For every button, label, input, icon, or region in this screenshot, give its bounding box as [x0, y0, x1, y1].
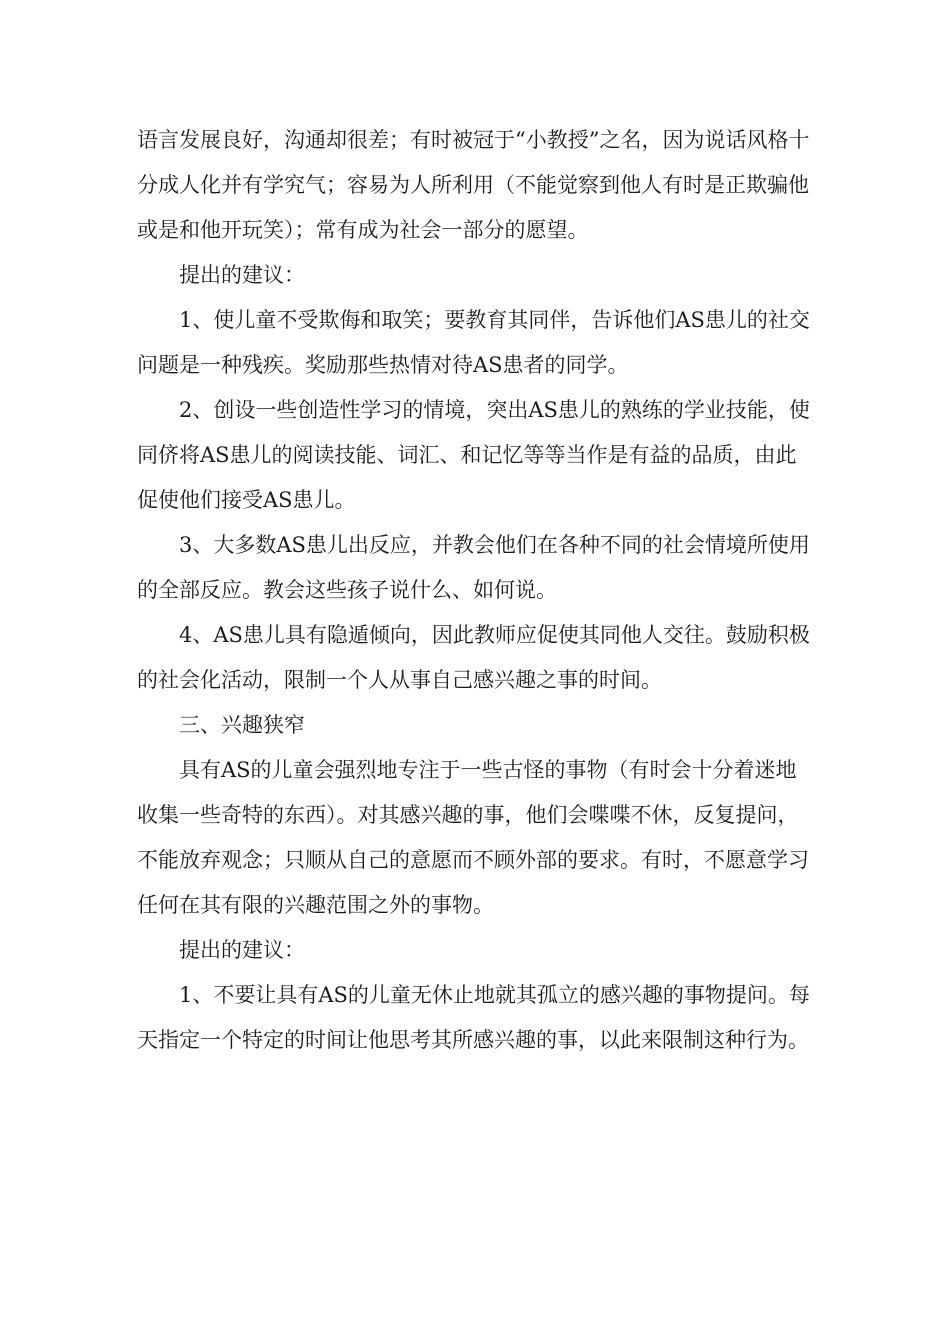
paragraph-suggestion-1: 1、使儿童不受欺侮和取笑；要教育其同伴，告诉他们AS患儿的社交问题是一种残疾。奖励那些热情对待AS患者的同学。 [137, 308, 810, 377]
paragraph-suggestions-heading: 提出的建议： [179, 263, 305, 287]
paragraph-description: 具有AS的儿童会强烈地专注于一些古怪的事物（有时会十分着迷地收集一些奇特的东西）。对其感兴趣的事，他们会喋喋不休，反复提问，不能放弃观念；只顺从自己的意愿而不顾外部的要求。有时，不愿意学习任何在其有限的兴趣范围之外的事物。 [137, 758, 809, 917]
section-heading: 三、兴趣狭窄 [179, 713, 305, 737]
document-body [137, 118, 817, 1063]
paragraph-suggestions-heading-2: 提出的建议： [179, 938, 305, 962]
paragraph-suggestion-4: 4、AS患儿具有隐遁倾向，因此教师应促使其同他人交往。鼓励积极的社会化活动，限制一个人从事自己感兴趣之事的时间。 [137, 623, 810, 692]
paragraph-suggestion-3: 3、大多数AS患儿出反应，并教会他们在各种不同的社会情境所使用的全部反应。教会这些孩子说什么、如何说。 [137, 533, 810, 602]
paragraph-suggestion-1-b: 1、不要让具有AS的儿童无休止地就其孤立的感兴趣的事物提问。每天指定一个特定的时间让他思考其所感兴趣的事，以此来限制这种行为。 [137, 983, 810, 1052]
paragraph-suggestion-2: 2、创设一些创造性学习的情境，突出AS患儿的熟练的学业技能，使同侪将AS患儿的阅读技能、词汇、和记忆等等当作是有益的品质，由此促使他们接受AS患儿。 [137, 398, 810, 512]
paragraph-continuation: 语言发展良好，沟通却很差；有时被冠于“小教授”之名，因为说话风格十分成人化并有学究气；容易为人所利用（不能觉察到他人有时是正欺骗他或是和他开玩笑）；常有成为社会一部分的愿望。 [137, 128, 810, 242]
